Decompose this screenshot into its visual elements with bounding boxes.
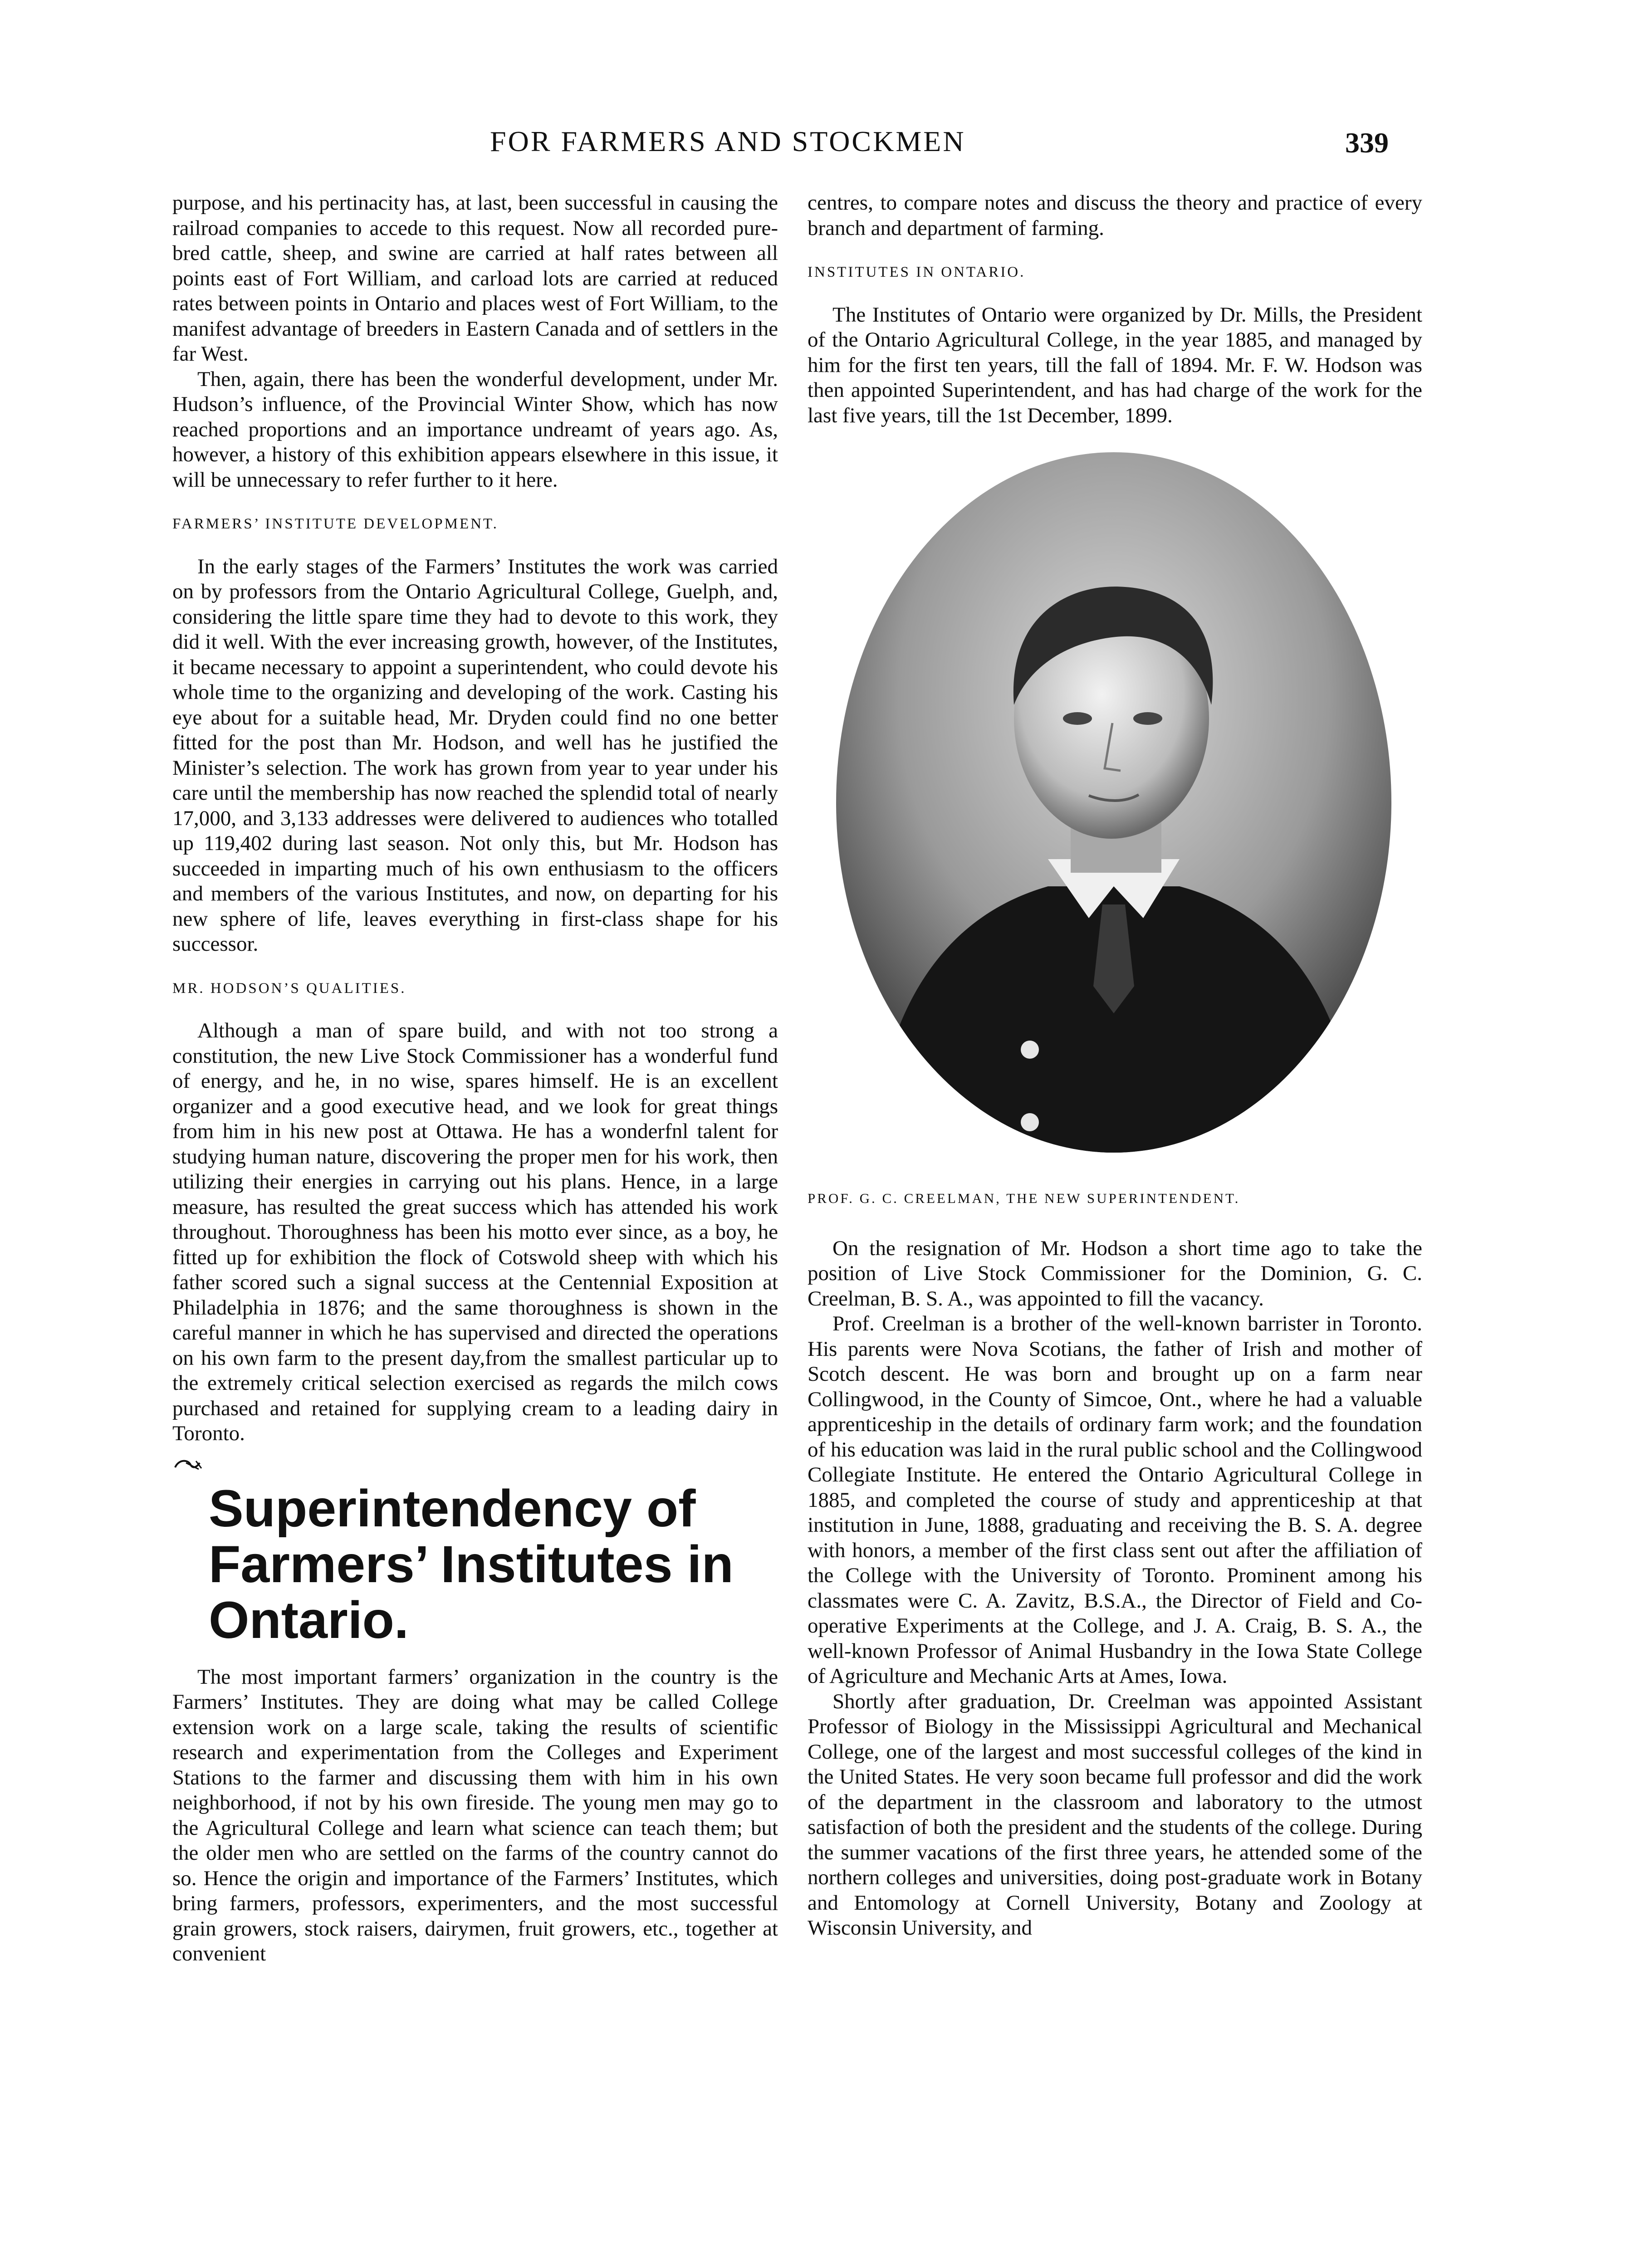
paragraph: The most important farmers’ organization in the country is the Farmers’ Institutes. They are doing what may be called College extension work on a large scale, taking the results of scientific research and experimentation from the Colleges and Experiment Stations to the farmer and discussing them with him in his own neighborhood, if not by his own fireside. The young men may go to the Agricultural College and learn what science can teach them; but the older men who are settled on the farms of the country cannot do so. Hence the origin and importance of the Farmers’ Institutes, which bring farmers, professors, experimenters, and the most successful grain growers, stock raisers, dairymen, fruit growers, etc., together at convenient: [172, 1665, 778, 1965]
paragraph: Although a man of spare build, and with not too strong a constitution, the new Live Stock Commissioner has a wonderful fund of energy, and he, in no wise, spares himself. He is an excellent organizer and a good executive head, and we look for great things from him in his new post at Ottawa. He has a wonderfnl talent for studying human nature, discovering the proper men for his work, then utilizing their energies in carrying out his plans. Hence, in a large measure, has resulted the great success which has attended his work throughout. Thoroughness has been his motto ever since, as a boy, he fitted up for exhibition the flock of Cotswold sheep with which his father scored such a signal success at the Centennial Exposition at Philadelphia in 1876; and the same thoroughness is shown in the careful manner in which he has supervised and directed the operations on his own farm to the present day,from the smallest particular up to the extremely critical selection exercised as regards the milch cows purchased and retained for supplying cream to a leading dairy in Toronto.: [172, 1019, 778, 1445]
paragraph: In the early stages of the Farmers’ Institutes the work was carried on by professors from the Ontario Agricultural College, Guelph, and, considering the little spare time they had to devote to this work, they did it well. With the ever increasing growth, however, of the Institutes, it became necessary to appoint a superintendent, who could devote his whole time to the organizing and developing of the work. Casting his eye about for a suitable head, Mr. Dryden could find no one better fitted for the post than Mr. Hodson, and well has he justified the Minister’s selection. The work has grown from year to year under his care until the membership has now reached the splendid total of nearly 17,000, and 3,133 addresses were delivered to audiences who totalled up 119,402 during last season. Not only this, but Mr. Hodson has succeeded in imparting much of his own enthusiasm to the officers and members of the various Institutes, and now, on departing for his new sphere of life, leaves everything in first-class shape for his successor.: [172, 554, 778, 956]
paragraph: Shortly after graduation, Dr. Creelman was appointed Assistant Professor of Biology in the Mississippi Agricultural and Mechanical College, one of the largest and most successful colleges of the kind in the United States. He very soon became full professor and did the work of the department in the classroom and laboratory to the utmost satisfaction of both the president and the students of the college. During the summer vacations of the first three years, he attended some of the northern colleges and universities, doing post-graduate work in Botany and Entomology at Cornell University, Botany and Zoology at Wisconsin University, and: [808, 1689, 1422, 1940]
photo-caption: PROF. G. C. CREELMAN, THE NEW SUPERINTENDENT.: [808, 1190, 1240, 1206]
portrait-photo: [835, 451, 1393, 1154]
page-number: 339: [1345, 127, 1389, 159]
paragraph: Prof. Creelman is a brother of the well-known barrister in Toronto. His parents were Nova Scotians, the father of Irish and mother of Scotch descent. He was born and brought up on a farm near Collingwood, in the County of Simcoe, Ont., where he had a valuable apprenticeship in the details of ordinary farm work; and the foundation of his education was laid in the rural public school and the Collingwood Collegiate Institute. He entered the Ontario Agricultural College in 1885, and completed the course of study and apprenticeship at that institution in June, 1888, graduating and receiving the B. S. A. degree with honors, a member of the first class sent out after the affiliation of the College with the University of Toronto. Prominent among his classmates were C. A. Zavitz, B.S.A., the Director of Field and Co-operative Experiments at the College, and J. A. Craig, B. S. A., the well-known Professor of Animal Husbandry in the Iowa State College of Agriculture and Mechanic Arts at Ames, Iowa.: [808, 1312, 1422, 1688]
paragraph: purpose, and his pertinacity has, at last, been successful in causing the railroad companies to accede to this request. Now all recorded pure-bred cattle, sheep, and swine are carried at half rates between all points east of Fort William, and carload lots are carried at reduced rates between points in Ontario and places west of Fort William, to the manifest advantage of breeders in Eastern Canada and of settlers in the far West.: [172, 191, 778, 366]
paragraph: centres, to compare notes and discuss the theory and practice of every branch and department of farming.: [808, 191, 1422, 240]
article-title: Superintendency of Farmers’ Institutes in Ontario.: [209, 1479, 734, 1649]
ornament-icon: [172, 1449, 778, 1476]
section-subheading: INSTITUTES IN ONTARIO.: [808, 264, 1026, 280]
paragraph: The Institutes of Ontario were organized by Dr. Mills, the President of the Ontario Agricultural College, in the year 1885, and managed by him for the first ten years, till the fall of 1894. Mr. F. W. Hodson was then appointed Superintendent, and has had charge of the work for the last five years, till the 1st December, 1899.: [808, 303, 1422, 427]
right-column: [808, 191, 1422, 1941]
paragraph: On the resignation of Mr. Hodson a short time ago to take the position of Live Stock Commissioner for the Dominion, G. C. Creelman, B. S. A., was appointed to fill the vacancy.: [808, 1236, 1422, 1310]
section-subheading: MR. HODSON’S QUALITIES.: [172, 980, 406, 997]
section-subheading: FARMERS’ INSTITUTE DEVELOPMENT.: [172, 516, 499, 532]
running-head: FOR FARMERS AND STOCKMEN: [490, 125, 966, 157]
left-column: [172, 191, 778, 1967]
paragraph: Then, again, there has been the wonderful development, under Mr. Hudson’s influence, of the Provincial Winter Show, which has now reached proportions and an importance undreamt of years ago. As, however, a history of this exhibition appears elsewhere in this issue, it will be unnecessary to refer further to it here.: [172, 367, 778, 492]
